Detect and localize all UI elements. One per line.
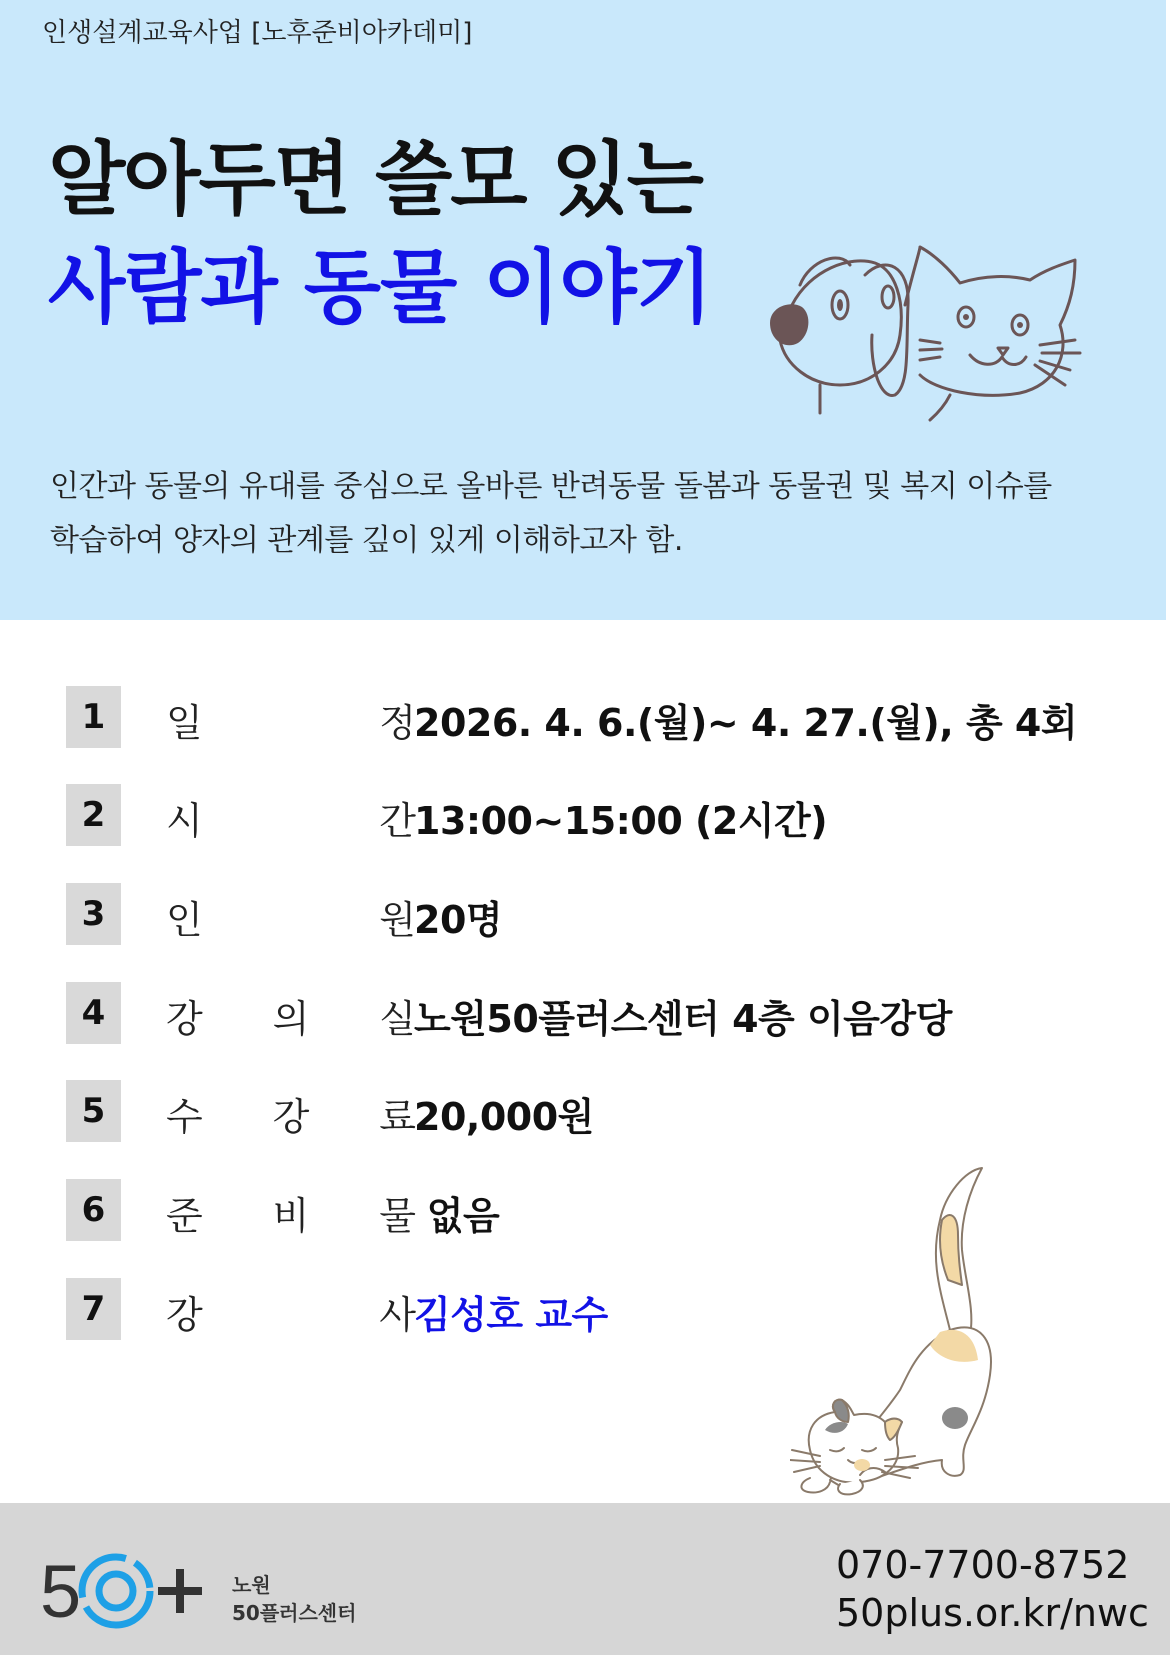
info-label-char: 의 [272, 997, 310, 1041]
title-line-1: 알아두면 쓸모 있는 [48, 133, 702, 226]
info-number: 7 [66, 1278, 121, 1340]
info-label [166, 889, 416, 944]
title-line-2: 사람과 동물 이야기 [48, 241, 712, 334]
info-label-char: 비 [272, 1194, 310, 1238]
info-label-char: 시 [166, 799, 203, 843]
logo-name-line-2: 50플러스센터 [232, 1601, 357, 1625]
description-line-2: 학습하여 양자의 관계를 깊이 있게 이해하고자 함. [50, 523, 683, 558]
info-value: 20명 [414, 898, 503, 942]
right-edge-strip [1166, 0, 1170, 1655]
info-label-char: 료 [379, 1095, 416, 1139]
organization-line: 인생설계교육사업 [노후준비아카데미] [42, 18, 473, 48]
info-label [166, 692, 416, 747]
info-label-char: 정 [379, 701, 416, 745]
info-number: 2 [66, 784, 121, 846]
info-number: 6 [66, 1179, 121, 1241]
info-label-char: 물 [379, 1194, 416, 1238]
logo-name-line-1: 노원 [232, 1573, 271, 1597]
footer [0, 1503, 1170, 1655]
info-row [66, 883, 1066, 945]
info-label-char: 강 [272, 1095, 310, 1139]
info-row [66, 1080, 1066, 1142]
info-label-char: 사 [379, 1293, 416, 1337]
info-value: 노원50플러스센터 4층 이음강당 [414, 997, 952, 1041]
info-label [166, 1185, 416, 1240]
info-label-char: 수 [166, 1095, 203, 1139]
info-label-char: 실 [379, 997, 416, 1041]
info-label-char: 강 [166, 997, 203, 1041]
info-label-char: 일 [166, 701, 203, 745]
info-value: 20,000원 [414, 1095, 594, 1139]
description-line-1: 인간과 동물의 유대를 중심으로 올바른 반려동물 돌봄과 동물권 및 복지 이슈를 [50, 469, 1052, 504]
info-label-char: 인 [166, 898, 203, 942]
info-label [166, 790, 416, 845]
phone-number: 070-7700-8752 [836, 1543, 1130, 1587]
stretching-cat-illustration [790, 1160, 1040, 1500]
info-value: 2026. 4. 6.(월)~ 4. 27.(월), 총 4회 [414, 701, 1078, 745]
info-label [166, 988, 416, 1043]
info-row [66, 784, 1066, 846]
info-label [166, 1284, 416, 1339]
info-value: 김성호 교수 [414, 1293, 608, 1337]
info-number: 1 [66, 686, 121, 748]
info-number: 4 [66, 982, 121, 1044]
info-row [66, 686, 1078, 748]
info-label-char: 원 [379, 898, 416, 942]
logo-digit: 5 [40, 1551, 82, 1631]
info-number: 5 [66, 1080, 121, 1142]
50plus-logo-icon [40, 1551, 220, 1631]
info-value: 13:00~15:00 (2시간) [414, 799, 828, 843]
info-label [166, 1086, 416, 1141]
website-url[interactable]: 50plus.or.kr/nwc [836, 1591, 1149, 1635]
info-row [66, 982, 1066, 1044]
info-label-char: 강 [166, 1293, 203, 1337]
info-label-char: 준 [166, 1194, 203, 1238]
info-number: 3 [66, 883, 121, 945]
info-label-char: 간 [379, 799, 416, 843]
description [50, 460, 1130, 568]
dog-and-cat-illustration [770, 245, 1110, 445]
info-value: 없음 [414, 1194, 500, 1238]
